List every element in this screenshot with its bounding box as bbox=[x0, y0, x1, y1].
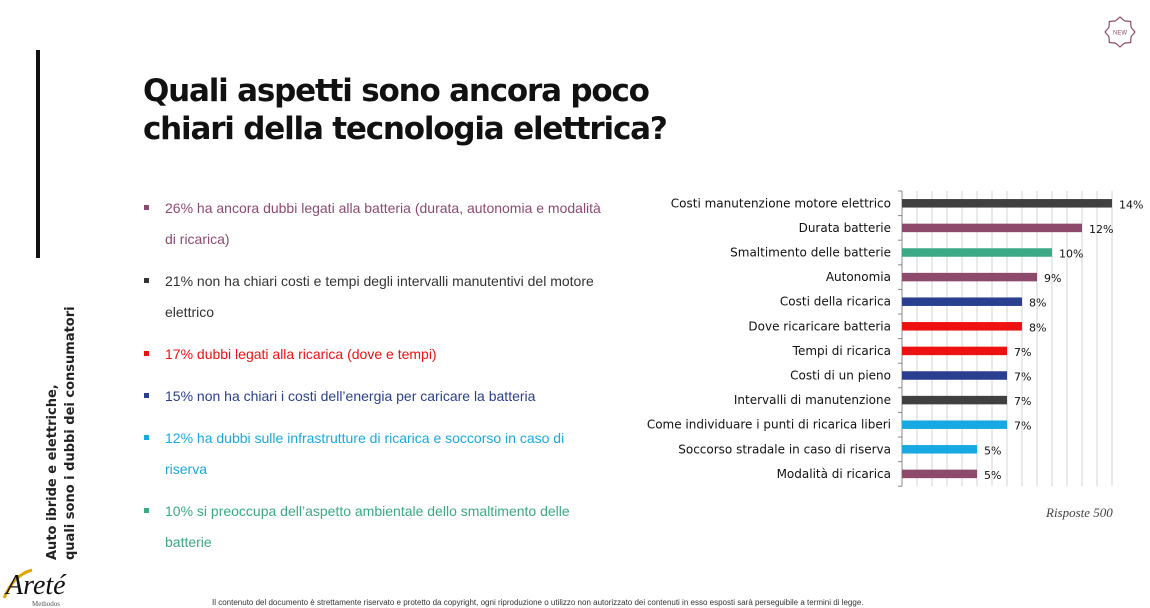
value-label: 14% bbox=[1119, 198, 1144, 212]
value-label: 8% bbox=[1029, 321, 1047, 335]
category-label: Autonomia bbox=[825, 270, 891, 285]
finding-item bbox=[143, 496, 603, 558]
finding-item bbox=[143, 381, 603, 412]
finding-text: 17% dubbi legati alla ricarica (dove e tempi) bbox=[165, 346, 437, 362]
side-title-line-1: Auto ibride e elettriche, bbox=[45, 384, 60, 560]
value-label: 9% bbox=[1044, 272, 1062, 286]
value-label: 7% bbox=[1014, 345, 1032, 359]
bar bbox=[902, 347, 1007, 356]
logo-wordmark: Areté bbox=[6, 570, 66, 601]
finding-item bbox=[143, 423, 603, 485]
finding-item bbox=[143, 339, 603, 370]
bar bbox=[902, 248, 1052, 257]
value-label: 7% bbox=[1014, 370, 1032, 384]
value-label: 7% bbox=[1014, 419, 1032, 433]
category-label: Modalità di ricarica bbox=[776, 466, 891, 481]
bullet-square-icon bbox=[144, 205, 149, 210]
value-label: 12% bbox=[1089, 222, 1114, 236]
value-label: 7% bbox=[1014, 395, 1032, 409]
finding-text: 10% si preoccupa dell’aspetto ambientale dello smaltimento delle batterie bbox=[165, 503, 570, 550]
bar bbox=[902, 199, 1112, 208]
bar bbox=[902, 420, 1007, 429]
bullet-square-icon bbox=[144, 278, 149, 283]
category-label: Smaltimento delle batterie bbox=[730, 245, 891, 260]
category-label: Intervalli di manutenzione bbox=[733, 393, 891, 408]
bar bbox=[902, 445, 977, 454]
category-label: Costi manutenzione motore elettrico bbox=[670, 196, 891, 211]
bar bbox=[902, 273, 1037, 282]
bar-chart bbox=[640, 185, 1150, 490]
bar bbox=[902, 224, 1082, 233]
bar bbox=[902, 322, 1022, 331]
bullet-square-icon bbox=[144, 393, 149, 398]
category-label: Costi di un pieno bbox=[790, 368, 891, 383]
arete-logo bbox=[2, 568, 92, 608]
bar bbox=[902, 470, 977, 479]
footer-disclaimer: Il contenuto del documento è strettamente riservato e protetto da copyright, ogni riproduzione o utilizzo non autorizzato dei contenuti in esso esposti sarà perseguibile a termini di legge. bbox=[212, 598, 864, 607]
accent-vertical-line bbox=[36, 50, 40, 258]
bar bbox=[902, 396, 1007, 405]
category-label: Come individuare i punti di ricarica liberi bbox=[646, 417, 891, 432]
finding-text: 15% non ha chiari i costi dell’energia per caricare la batteria bbox=[165, 388, 536, 404]
source-note: Risposte 500 bbox=[1046, 505, 1113, 520]
bar bbox=[902, 371, 1007, 380]
page-title bbox=[143, 72, 667, 148]
side-title bbox=[44, 306, 80, 560]
category-label: Soccorso stradale in caso di riserva bbox=[678, 442, 891, 457]
bar bbox=[902, 297, 1022, 306]
category-label: Durata batterie bbox=[798, 220, 891, 235]
finding-text: 26% ha ancora dubbi legati alla batteria (durata, autonomia e modalità di ricarica) bbox=[165, 200, 601, 247]
new-badge-icon bbox=[1102, 14, 1138, 50]
finding-item bbox=[143, 266, 603, 328]
bullet-square-icon bbox=[144, 508, 149, 513]
logo-subtitle: Methodos bbox=[32, 600, 60, 608]
bullet-square-icon bbox=[144, 351, 149, 356]
key-findings-list bbox=[143, 193, 603, 569]
finding-text: 21% non ha chiari costi e tempi degli intervalli manutentivi del motore elettrico bbox=[165, 273, 594, 320]
bullet-square-icon bbox=[144, 435, 149, 440]
category-label: Tempi di ricarica bbox=[792, 343, 891, 358]
value-label: 5% bbox=[984, 468, 1002, 482]
side-title-line-2: quali sono i dubbi dei consumatori bbox=[63, 306, 78, 560]
page-title-line-2: chiari della tecnologia elettrica? bbox=[143, 111, 667, 147]
category-label: Dove ricaricare batteria bbox=[748, 319, 891, 334]
finding-text: 12% ha dubbi sulle infrastrutture di ricarica e soccorso in caso di riserva bbox=[165, 430, 565, 477]
finding-item bbox=[143, 193, 603, 255]
value-label: 5% bbox=[984, 444, 1002, 458]
value-label: 8% bbox=[1029, 296, 1047, 310]
category-label: Costi della ricarica bbox=[779, 294, 891, 309]
value-label: 10% bbox=[1059, 247, 1084, 261]
new-badge-label: NEW bbox=[1113, 30, 1127, 37]
page-title-line-1: Quali aspetti sono ancora poco bbox=[143, 73, 649, 109]
